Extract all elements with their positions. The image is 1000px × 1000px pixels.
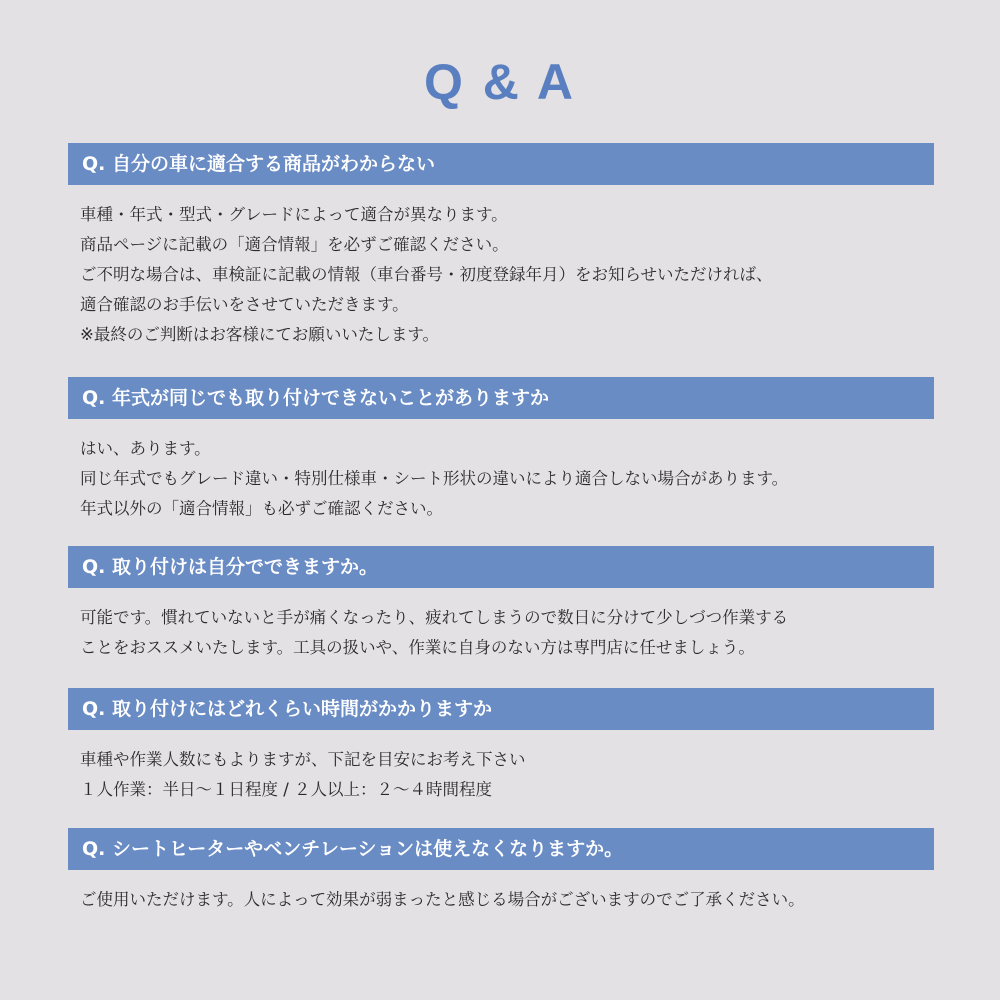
faq-answer-line: 車種や作業人数にもよりますが、下記を目安にお考え下さい	[80, 750, 526, 769]
faq-item	[68, 143, 934, 350]
faq-answer-line: ご使用いただけます。人によって効果が弱まったと感じる場合がございますのでご了承ください。	[80, 890, 805, 909]
faq-answer-line: 同じ年式でもグレード違い・特別仕様車・シート形状の違いにより適合しない場合があります。	[80, 469, 789, 488]
faq-answer-line: ※最終のご判断はお客様にてお願いいたします。	[80, 325, 440, 344]
faq-item	[68, 688, 934, 805]
page-title-text: Q & A	[423, 54, 577, 110]
page-title	[0, 52, 1000, 112]
faq-answer-line: 商品ページに記載の「適合情報」を必ずご確認ください。	[80, 235, 509, 254]
faq-item	[68, 377, 934, 524]
faq-answer-line: ことをおススメいたします。工具の扱いや、作業に自身のない方は専門店に任せましょう。	[80, 638, 755, 657]
faq-answer	[68, 200, 934, 350]
faq-question: Q. 取り付けは自分でできますか。	[68, 546, 934, 588]
faq-answer-line: １人作業：半日〜１日程度 / ２人以上：２〜４時間程度	[80, 780, 493, 799]
faq-answer-line: はい、あります。	[80, 439, 211, 458]
faq-answer-line: 車種・年式・型式・グレードによって適合が異なります。	[80, 205, 508, 224]
faq-question: Q. 年式が同じでも取り付けできないことがありますか	[68, 377, 934, 419]
faq-answer	[68, 434, 934, 524]
faq-item	[68, 546, 934, 663]
faq-answer-line: ご不明な場合は、車検証に記載の情報（車台番号・初度登録年月）をお知らせいただければ、	[80, 265, 773, 284]
faq-answer-line: 年式以外の「適合情報」も必ずご確認ください。	[80, 499, 443, 518]
faq-answer	[68, 745, 934, 805]
faq-answer	[68, 885, 934, 915]
faq-question: Q. 取り付けにはどれくらい時間がかかりますか	[68, 688, 934, 730]
faq-question: Q. シートヒーターやベンチレーションは使えなくなりますか。	[68, 828, 934, 870]
faq-answer-line: 可能です。慣れていないと手が痛くなったり、疲れてしまうので数日に分けて少しづつ作業する	[80, 608, 789, 627]
faq-question: Q. 自分の車に適合する商品がわからない	[68, 143, 934, 185]
faq-answer	[68, 603, 934, 663]
faq-answer-line: 適合確認のお手伝いをさせていただきます。	[80, 295, 409, 314]
faq-item	[68, 828, 934, 915]
